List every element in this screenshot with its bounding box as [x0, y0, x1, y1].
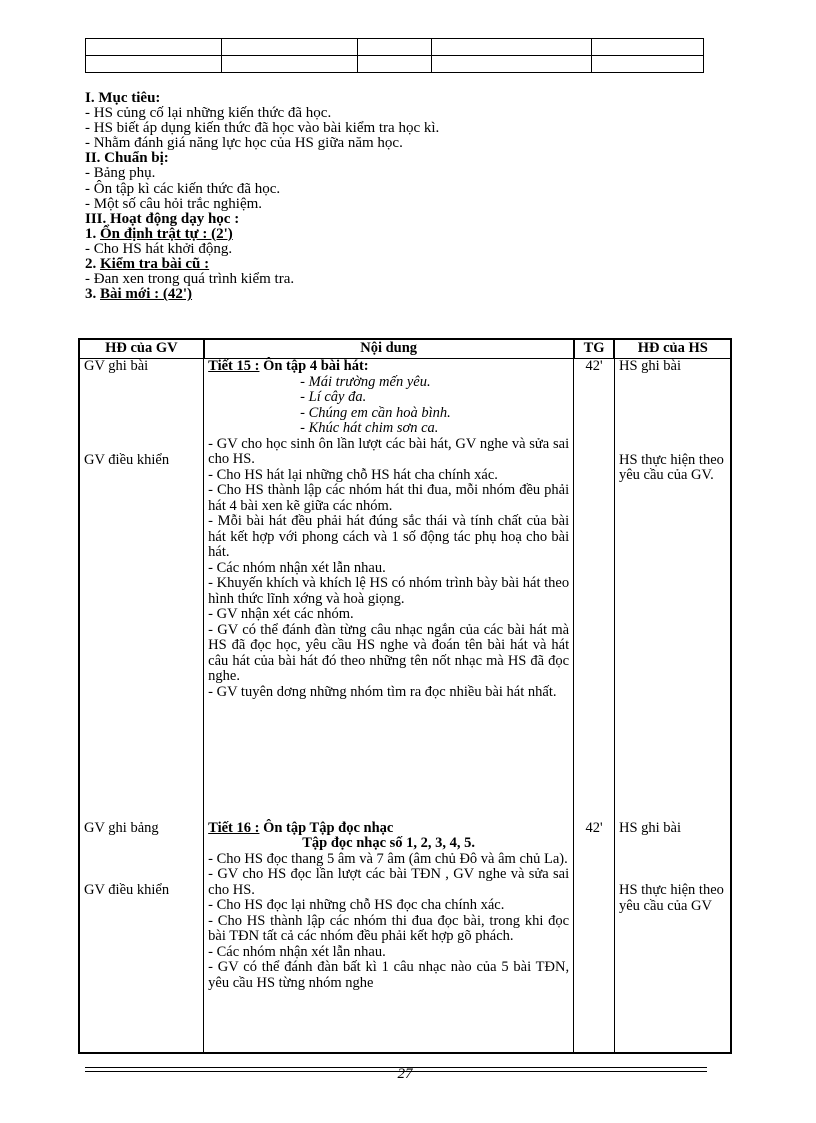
page-number: 27 [397, 1066, 413, 1082]
prep-line: - Bảng phụ. [85, 165, 156, 182]
content-line: - Khuyến khích và khích lệ HS có nhóm trình bày bài hát theo hình thức lĩnh xớng và hoà giọng. [208, 575, 570, 607]
teacher-activity: GV điều khiển [84, 451, 170, 468]
subsection-number: 1. [85, 225, 100, 242]
song-item: - Khúc hát chim sơn ca. [300, 420, 439, 436]
student-activity: HS ghi bài [618, 819, 682, 836]
lesson-title [208, 821, 569, 837]
content-line: - GV cho HS đọc lần lượt các bài TĐN , GV nghe và sửa sai cho HS. [208, 866, 570, 898]
prep-line: - Ôn tập kì các kiến thức đã học. [85, 180, 281, 197]
content-line: - GV có thể đánh đàn bất kì 1 câu nhạc nào của 5 bài TĐN, yêu cầu HS từng nhóm nghe [208, 959, 570, 991]
time-value: 42' [585, 819, 603, 836]
content-line: - Các nhóm nhận xét lẫn nhau. [208, 943, 386, 960]
song-item: - Chúng em cần hoà bình. [300, 404, 451, 421]
content-line: - GV cho học sinh ôn lần lượt các bài hát, GV nghe và sửa sai cho HS. [208, 435, 570, 467]
subsection-number: 2. [85, 256, 100, 273]
subsection-order [85, 227, 725, 242]
content-line: - Cho HS thành lập các nhóm thi đua đọc bài, trong khi đọc bài TĐN tất cả các nhóm đều phải kết hợp gõ phách. [208, 912, 570, 945]
teacher-activity: GV ghi bài [84, 358, 149, 374]
header-time: TG [574, 339, 615, 359]
goal-line: - Nhằm đánh giá năng lực học của HS giữa năm học. [85, 135, 403, 152]
subsection-title: Ổn định trật tự : (2') [100, 225, 233, 242]
lesson-topic: Ôn tập Tập đọc nhạc [259, 819, 394, 836]
header-student-activity: HĐ của HS [614, 339, 731, 359]
lesson-number: Tiết 16 : [208, 819, 260, 836]
time-value: 42' [585, 358, 603, 374]
content-line: - GV nhận xét các nhóm. [208, 606, 354, 622]
subsection-number: 3. [85, 286, 100, 303]
teacher-activity: GV ghi bảng [84, 819, 159, 836]
content-line: - Cho HS đọc lại những chỗ HS đọc cha chính xác. [208, 897, 505, 914]
lesson-number: Tiết 15 : [208, 358, 260, 374]
lesson-topic: Ôn tập 4 bài hát: [259, 358, 369, 374]
content-line: - Các nhóm nhận xét lẫn nhau. [208, 559, 386, 576]
student-activity: HS thực hiện theo yêu cầu của GV. [618, 451, 724, 483]
header-teacher-activity: HĐ của GV [79, 339, 204, 359]
table-row [79, 359, 731, 821]
empty-header-table [85, 38, 704, 73]
student-activity: HS ghi bài [618, 358, 682, 374]
table-row [79, 821, 731, 1053]
lesson-subtitle: Tập đọc nhạc số 1, 2, 3, 4, 5. [302, 835, 476, 852]
section-goals-heading: I. Mục tiêu: [85, 90, 161, 106]
section-prep-heading: II. Chuẩn bị: [85, 150, 169, 167]
order-line: - Cho HS hát khởi động. [85, 240, 233, 257]
lesson-intro [85, 91, 725, 302]
subsection-title: Kiểm tra bài cũ : [100, 256, 210, 273]
content-line: - Cho HS đọc thang 5 âm và 7 âm (âm chủ Đô và âm chủ La). [208, 850, 568, 867]
lesson-title [208, 359, 569, 375]
subsection-review [85, 257, 725, 272]
content-line: - GV có thể đánh đàn từng câu nhạc ngắn của các bài hát mà HS đã đọc học, yêu cầu HS nghe và đoán tên bài hát và hát câu hát của bài hát đó theo những tên nốt nhạc mà HS đã đọc nghe. [208, 621, 570, 684]
student-activity: HS thực hiện theo yêu cầu của GV [618, 882, 724, 914]
header-content: Nội dung [204, 339, 574, 359]
content-line: - Cho HS hát lại những chỗ HS hát cha chính xác. [208, 466, 498, 483]
prep-line: - Một số câu hỏi trắc nghiệm. [85, 195, 263, 212]
teacher-activity: GV điều khiển [84, 882, 170, 899]
content-line: - Cho HS thành lập các nhóm hát thi đua, mỗi nhóm đều phải hát 4 bài xen kẽ giữa các nhóm. [208, 482, 570, 514]
subsection-title: Bài mới : (42') [100, 286, 193, 303]
review-line: - Đan xen trong quá trình kiểm tra. [85, 271, 295, 288]
section-activities-heading: III. Hoạt động dạy học : [85, 210, 240, 227]
goal-line: - HS biết áp dụng kiến thức đã học vào bài kiểm tra học kì. [85, 120, 440, 137]
song-item: - Lí cây đa. [300, 389, 367, 405]
subsection-new-lesson [85, 287, 725, 302]
song-item: - Mái trường mến yêu. [300, 373, 431, 390]
goal-line: - HS củng cố lại những kiến thức đã học. [85, 105, 332, 122]
lesson-plan-table [78, 338, 732, 1054]
content-line: - GV tuyên dơng những nhóm tìm ra đọc nhiều bài hát nhất. [208, 683, 557, 700]
content-line: - Mỗi bài hát đều phải hát đúng sắc thái và tính chất của bài hát kết hợp với phong cách và 1 số động tác phụ hoạ cho bài hát. [208, 513, 570, 560]
